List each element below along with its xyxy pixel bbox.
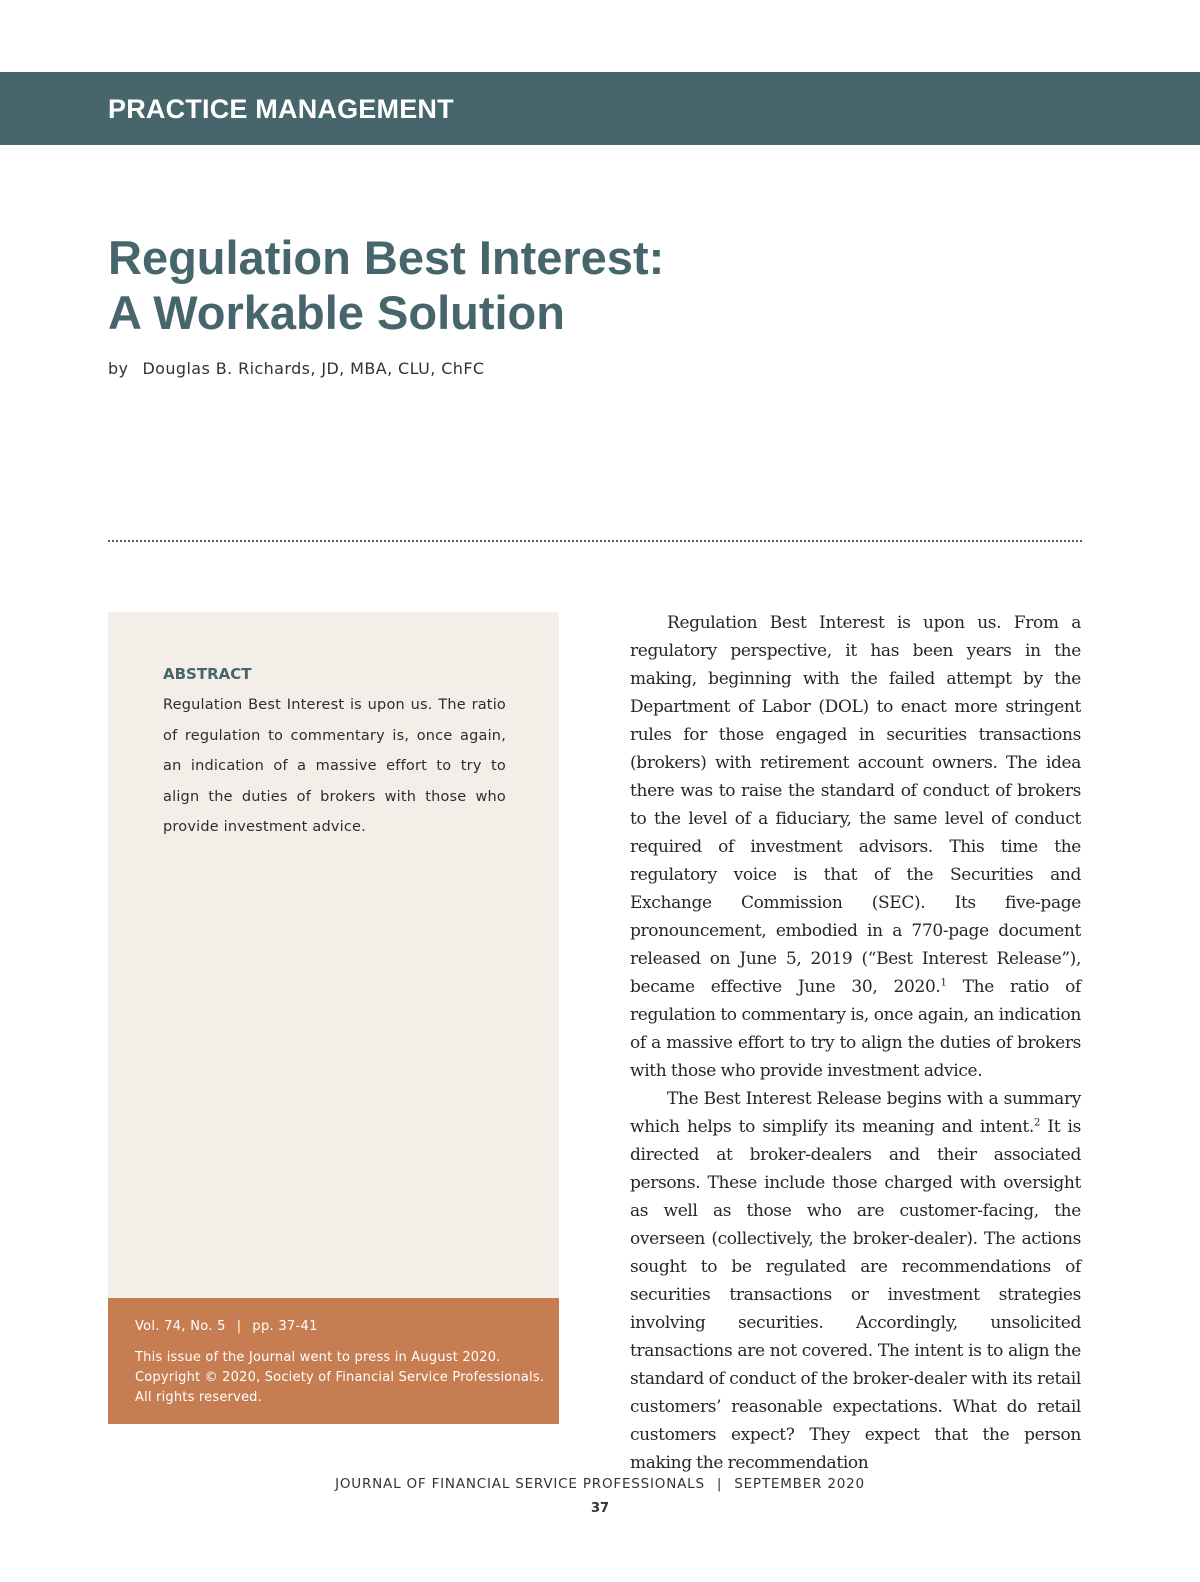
section-divider [108,540,1082,542]
publication-info-box [108,1298,559,1424]
body-paragraph-2-text-a: The Best Interest Release begins with a summary which helps to simplify its meaning and intent. [630,1089,1081,1137]
abstract-heading: ABSTRACT [163,665,252,683]
volume-line [135,1319,318,1334]
volume-issue: Vol. 74, No. 5 [135,1319,226,1334]
article-title-line-2: A Workable Solution [108,286,565,339]
body-paragraph-1 [630,609,1081,1085]
journal-name: JOURNAL OF FINANCIAL SERVICE PROFESSIONALS [335,1476,705,1492]
abstract-text: Regulation Best Interest is upon us. The ratio of regulation to commentary is, once again, an indication of a massive effort to try to align the duties of brokers with those who provide investment advice. [163,697,506,835]
footer-separator: | [716,1476,723,1492]
issue-date: SEPTEMBER 2020 [734,1476,865,1492]
running-footer [0,1476,1200,1492]
body-paragraph-1-text-a: Regulation Best Interest is upon us. From a regulatory perspective, it has been years in the making, beginning with the failed attempt by the Department of Labor (DOL) to enact more stringent rules for those engaged in securities transactions (brokers) with retirement account owners. The idea there was to raise the standard of conduct of brokers to the level of a fiduciary, the same level of conduct required of investment advisors. This time the regulatory voice is that of the Securities and Exchange Commission (SEC). Its five-page pronouncement, embodied in a 770-page document released on June 5, 2019 (“Best Interest Release”), became effective June 30, 2020. [630,613,1081,997]
section-label: PRACTICE MANAGEMENT [108,94,454,124]
byline [108,359,485,378]
footnote-ref-1[interactable]: 1 [940,977,947,989]
section-banner [0,72,1200,145]
abstract-box [108,612,559,1298]
body-paragraph-2 [630,1085,1081,1477]
body-paragraph-1-text-b: The ratio of regulation to commentary is, once again, an indication of a massive effort to try to align the duties of brokers with those who provide investment advice. [630,977,1081,1081]
body-paragraph-2-text-b: It is directed at broker-dealers and their associated persons. These include those charged with oversight as well as those who are customer-facing, the overseen (collectively, the broker-dealer). The actions sought to be regulated are recommendations of securities transactions or investment strategies involving securities. Accordingly, unsolicited transactions are not covered. The intent is to align the standard of conduct of the broker-dealer with its retail customers’ reasonable expectations. What do retail customers expect? They expect that the person making the recommendation [630,1117,1081,1473]
article-body [630,609,1081,1477]
author-name: Douglas B. Richards, JD, MBA, CLU, ChFC [142,359,485,378]
byline-prefix: by [108,359,129,378]
page-number: 37 [590,1501,610,1516]
footnote-ref-2[interactable]: 2 [1033,1117,1040,1129]
volume-separator: | [236,1319,242,1334]
article-title-line-1: Regulation Best Interest: [108,231,665,284]
article-title [108,230,664,340]
page-range: pp. 37-41 [252,1319,318,1334]
press-copyright-note: This issue of the Journal went to press in August 2020. Copyright © 2020, Society of Financial Service Professionals. All rights reserved. [135,1350,545,1405]
